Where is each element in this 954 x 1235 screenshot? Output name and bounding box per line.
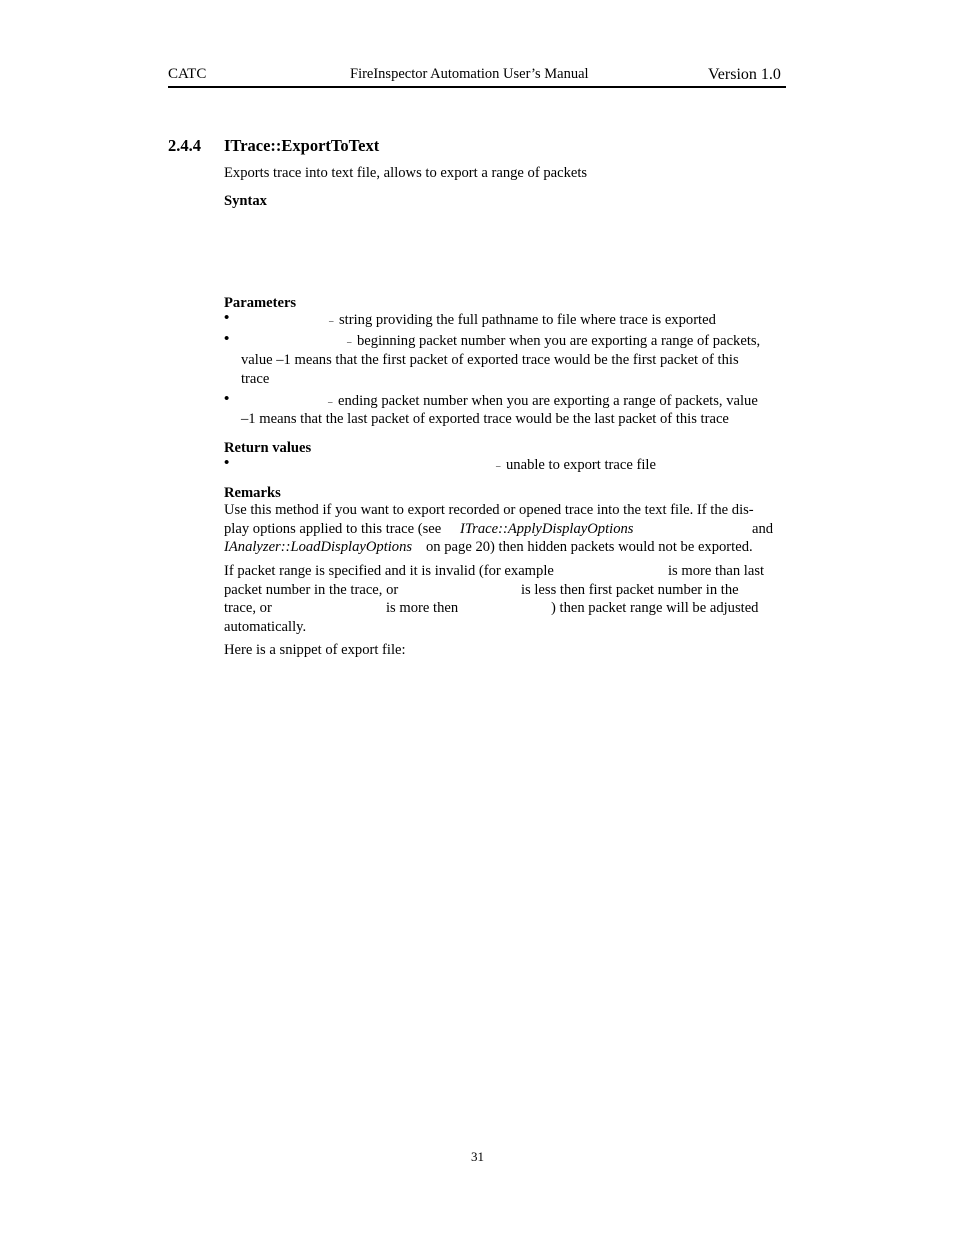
return-dash: – bbox=[496, 461, 501, 471]
bullet-icon: • bbox=[224, 331, 230, 347]
remarks-line: and bbox=[752, 521, 774, 537]
remarks-line: Use this method if you want to export recorded or opened trace into the text file. If the dis- bbox=[224, 502, 754, 518]
remarks-line: ) then packet range will be adjusted bbox=[551, 600, 759, 616]
parameters-heading: Parameters bbox=[224, 295, 297, 311]
param-dash: – bbox=[328, 397, 333, 407]
return-values-heading: Return values bbox=[224, 440, 312, 456]
param-dash: – bbox=[329, 316, 334, 326]
section-number: 2.4.4 bbox=[168, 136, 201, 155]
remarks-line: is less then first packet number in the bbox=[521, 582, 739, 598]
remarks-line: automatically. bbox=[224, 619, 307, 635]
bullet-icon: • bbox=[224, 310, 230, 326]
remarks-line: If packet range is specified and it is invalid (for example bbox=[224, 563, 554, 579]
header-title: FireInspector Automation User’s Manual bbox=[350, 66, 589, 82]
header-version: Version 1.0 bbox=[708, 66, 781, 83]
return-description: unable to export trace file bbox=[506, 457, 656, 473]
param-description-cont: –1 means that the last packet of exported trace would be the last packet of this trace bbox=[241, 411, 729, 427]
remarks-line: trace, or bbox=[224, 600, 272, 616]
bullet-icon: • bbox=[224, 455, 230, 471]
param-description: ending packet number when you are exporting a range of packets, value bbox=[338, 393, 758, 409]
remarks-paragraph-3: Here is a snippet of export file: bbox=[224, 642, 406, 658]
remarks-heading: Remarks bbox=[224, 485, 281, 501]
header-rule bbox=[168, 86, 786, 88]
header-left: CATC bbox=[168, 66, 207, 82]
param-dash: – bbox=[347, 337, 352, 347]
cross-reference: IAnalyzer::LoadDisplayOptions bbox=[224, 539, 413, 555]
syntax-heading: Syntax bbox=[224, 193, 267, 209]
remarks-line: is more then bbox=[386, 600, 459, 616]
page-number: 31 bbox=[471, 1149, 484, 1164]
remarks-line: packet number in the trace, or bbox=[224, 582, 399, 598]
remarks-line: is more than last bbox=[668, 563, 765, 579]
param-description-cont: value –1 means that the first packet of exported trace would be the first packet of this bbox=[241, 352, 739, 368]
bullet-icon: • bbox=[224, 391, 230, 407]
section-title: ITrace::ExportToText bbox=[224, 136, 380, 155]
param-description-cont: trace bbox=[241, 371, 270, 387]
remarks-line: on page 20) then hidden packets would not be exported. bbox=[426, 539, 753, 555]
param-description: beginning packet number when you are exporting a range of packets, bbox=[357, 333, 761, 349]
section-intro: Exports trace into text file, allows to export a range of packets bbox=[224, 165, 588, 181]
cross-reference: ITrace::ApplyDisplayOptions bbox=[460, 521, 634, 537]
param-description: string providing the full pathname to file where trace is exported bbox=[339, 312, 716, 328]
remarks-line: play options applied to this trace (see bbox=[224, 521, 442, 537]
